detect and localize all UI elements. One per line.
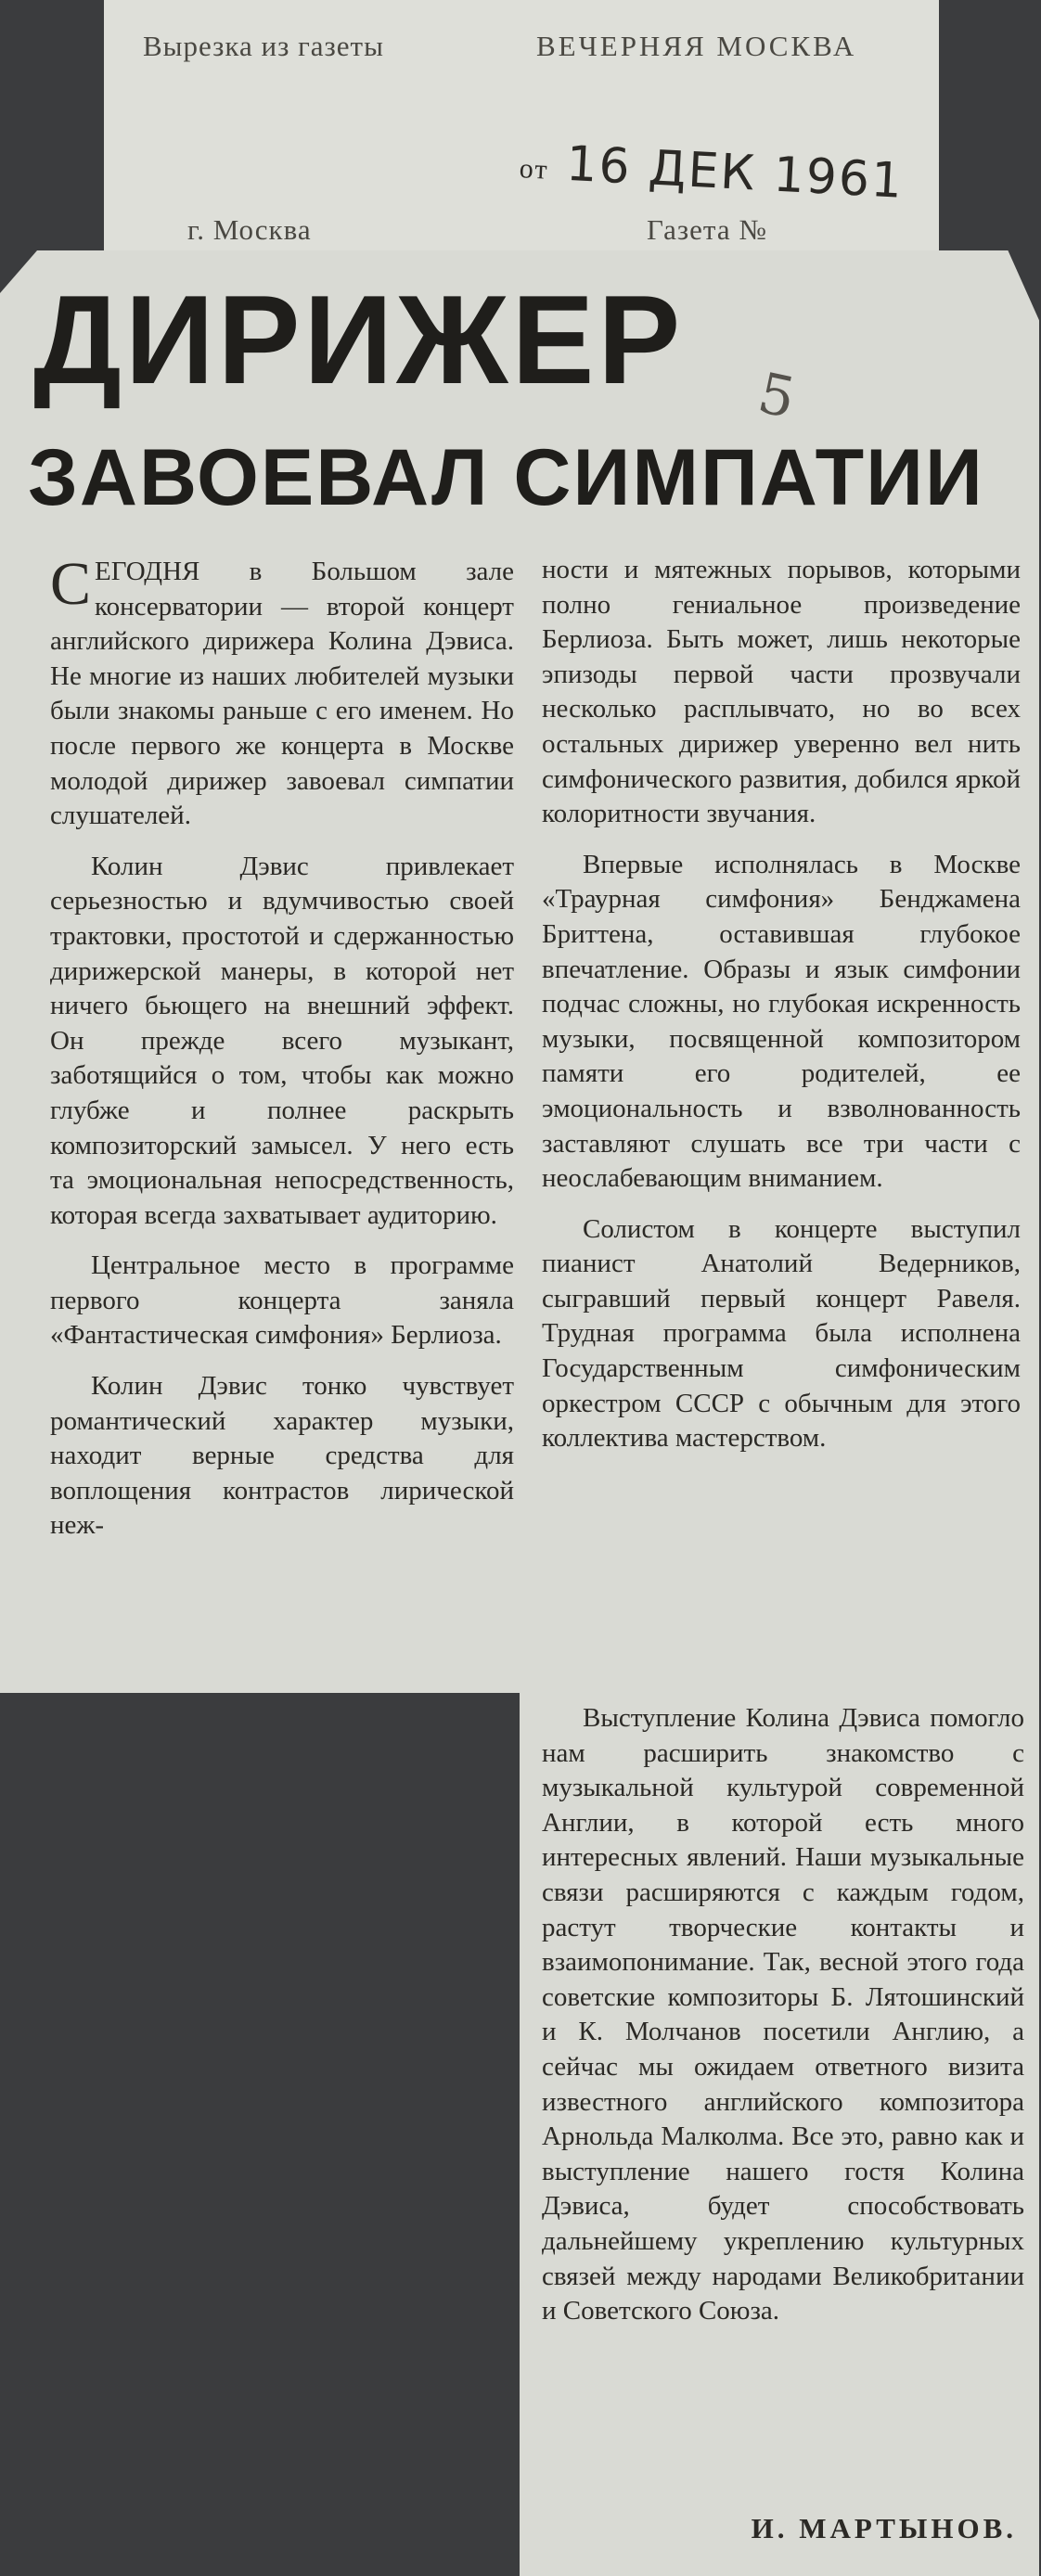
article-paragraph-3: Центральное место в программе первого концерта заняла «Фантастическая симфония» Берлиоза. [50,1250,514,1351]
article-paragraph-1: СЕГОДНЯ в Большом зале консерватории — второй концерт английского дирижера Колина Дэвиса. Не многие из наших любителей музыки были знакомы раньше с его именем. Но после первого же концерта в Москве молодой дирижер завоевал симпатии слушателей. [50,550,514,831]
pencil-mark: 5 [752,360,802,432]
article-column-3 [542,1701,1024,2345]
article-paragraph-5: Впервые исполнялась в Москве «Траурная симфония» Бенджамена Бриттена, оставившая глубокое впечатление. Образы и язык симфонии подчас сложны, но глубокая искренность музыки, посвященной композитором памяти его родителей, ее эмоциональность и взволнованность заставляют слушать все три части с неослабевающим вниманием. [542,849,1021,1194]
article-paragraph-4: Колин Дэвис тонко чувствует романтический характер музыки, находит верные средства для воплощения контрастов лирической неж- [50,1371,514,1541]
article-paragraph-2: Колин Дэвис привлекает серьезностью и вдумчивостью своей трактовки, простотой и сдержанностью дирижерской манеры, в которой нет ничего бьющего на внешний эффект. Он прежде всего музыкант, заботящийся о том, чтобы как можно глубже и полнее раскрыть композиторский замысел. У него есть та эмоциональная непосредственность, которая всегда захватывает аудиторию. [50,851,514,1230]
clipping-label: Вырезка из газеты [143,30,384,62]
article-column-2 [542,553,1021,1472]
gazette-number-label: Газета № [647,213,767,246]
clipping-stamp-card [104,0,939,262]
city-label: г. Москва [187,213,312,246]
date-stamp-value: 16 ДЕК 1961 [564,135,906,210]
subheadline: ЗАВОЕВАЛ СИМПАТИИ [28,433,984,522]
article-paragraph-6: Солистом в концерте выступил пианист Анатолий Ведерников, сыгравший первый концерт Равеля. Трудная программа была исполнена Государственным симфоническим оркестром СССР с обычным для этого коллектива мастерством. [542,1213,1021,1454]
author-signature: И. МАРТЫНОВ. [751,2512,1017,2544]
date-prefix: от [519,153,550,186]
article-paragraph-4-continued: ности и мятежных порывов, которыми полно гениальное произведение Берлиоза. Быть может, лишь некоторые эпизоды первой части прозвучали несколько расплывчато, но во всех остальных дирижер уверенно вел нить симфонического развития, добился яркой колоритности звучания. [542,555,1021,829]
headline: ДИРИЖЕР [33,269,685,410]
article-column-1 [50,550,514,1559]
newspaper-name: ВЕЧЕРНЯЯ МОСКВА [536,30,857,62]
article-paragraph-7: Выступление Колина Дэвиса помогло нам расширить знакомство с музыкальной культурой современной Англии, в которой есть много интересных явлений. Наши музыкальные связи расширяются с каждым годом, растут творческие контакты и взаимопонимание. Так, весной этого года советские композиторы Б. Лятошинский и К. Молчанов посетили Англию, а сейчас мы ожидаем ответного визита известного английского композитора Арнольда Малколма. Все это, равно как и выступление нашего гостя Колина Дэвиса, будет способствовать дальнейшему укреплению культурных связей между народами Великобритании и Советского Союза. [542,1703,1024,2326]
drop-cap: С [50,550,92,618]
